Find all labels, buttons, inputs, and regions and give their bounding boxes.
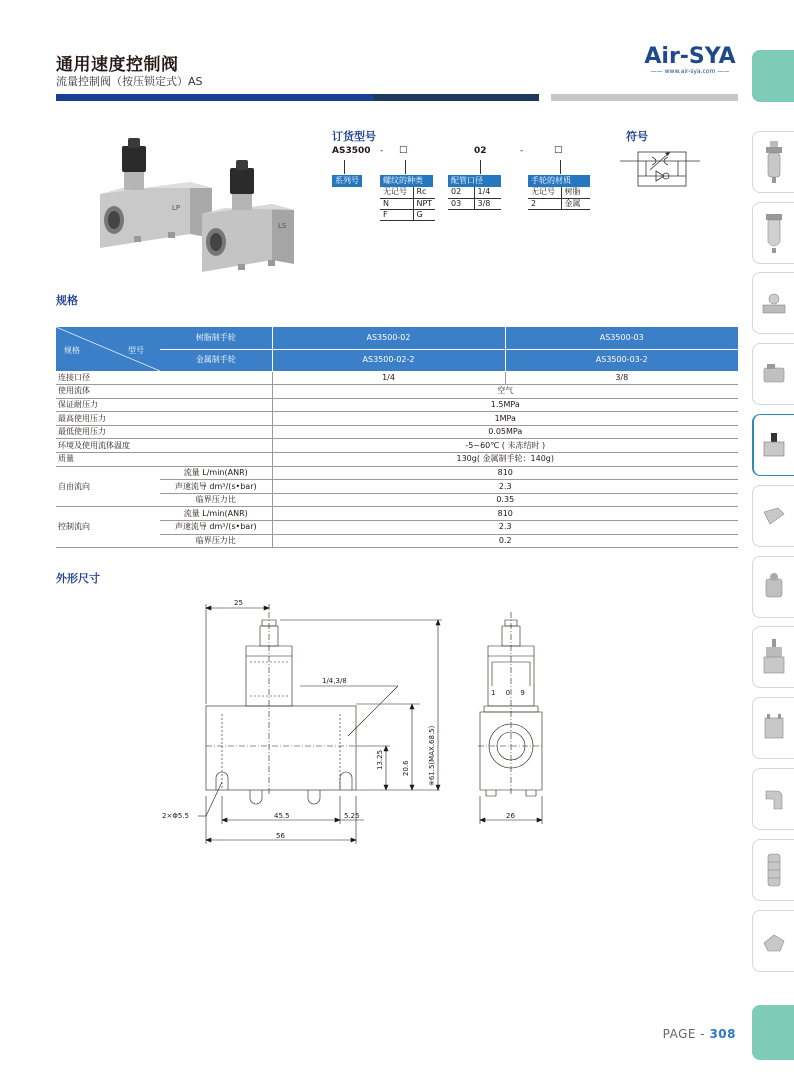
side-tab-gripper[interactable] <box>752 697 794 759</box>
header-resin-knob: 树脂制手轮 <box>160 327 272 349</box>
gauge-valve-icon <box>760 283 788 323</box>
order-connector-4 <box>560 160 561 174</box>
knob-option-row: 无记号 树脂 <box>528 187 590 198</box>
valve-right-illustration <box>202 160 294 272</box>
order-label-series: 系列号 <box>332 175 362 187</box>
header-metal-knob: 金属制手轮 <box>160 349 272 371</box>
thread-option-row: 无记号 Rc <box>380 187 435 198</box>
side-tab-valve[interactable] <box>752 343 794 405</box>
flow-control-symbol-icon <box>620 148 700 190</box>
product-photo <box>82 132 322 282</box>
spec-title: 规格 <box>56 294 78 307</box>
header-model-a-metal: AS3500-02-2 <box>272 349 505 371</box>
dim-port-size: 1/4,3/8 <box>322 677 347 685</box>
knob-option-row: 2 金属 <box>528 198 590 209</box>
pump-icon <box>760 921 788 961</box>
page-number: PAGE - 308 <box>662 1027 736 1041</box>
dim-5-25: 5.25 <box>344 812 360 820</box>
order-port-code: 02 <box>474 146 487 156</box>
dim-26: 26 <box>506 812 515 820</box>
spec-row-proof-pressure: 保证耐压力 1.5MPa <box>56 398 738 412</box>
dim-25: 25 <box>234 599 243 607</box>
solenoid-valve-icon <box>760 354 788 394</box>
valve-right-label: LS <box>278 222 287 230</box>
order-label-thread: 螺纹的种类 <box>380 175 433 187</box>
spec-row-mass: 质量 130g( 金属制手轮：140g) <box>56 453 738 467</box>
header-model-a-resin: AS3500-02 <box>272 327 505 349</box>
order-dash-1: - <box>380 146 384 156</box>
gripper-icon <box>760 708 788 748</box>
spec-row-free-critical: 临界压力比 0.35 <box>56 493 738 507</box>
spec-row-temperature: 环境及使用流体温度 -5~60℃ ( 未冻结时 ) <box>56 439 738 453</box>
spec-row-free-sonic: 声速流导 dm³/(s•bar) 2.3 <box>56 480 738 494</box>
order-title: 订货型号 <box>332 130 376 143</box>
corner-right-label: 型号 <box>128 346 144 355</box>
dim-56: 56 <box>276 832 285 840</box>
spec-row-port: 连接口径 1/4 3/8 <box>56 371 738 385</box>
valve-left-label: LP <box>172 204 181 212</box>
speed-control-icon <box>760 425 788 465</box>
order-knob-block <box>528 175 590 210</box>
order-dash-2: - <box>520 146 524 156</box>
order-label-knob: 手轮的材质 <box>528 175 590 187</box>
elbow-fitting-icon <box>760 779 788 819</box>
order-label-port: 配管口径 <box>448 175 501 187</box>
side-tab-fitting[interactable] <box>752 485 794 547</box>
side-tab-actuator[interactable] <box>752 556 794 618</box>
symbol-title: 符号 <box>626 130 648 143</box>
order-connector-2 <box>405 160 406 174</box>
spec-row-ctrl-critical: 临界压力比 0.2 <box>56 534 738 548</box>
page-title: 通用速度控制阀 <box>56 55 179 75</box>
silencer-icon <box>760 848 788 892</box>
valve-left-illustration <box>100 138 212 248</box>
side-dial-numbers: 1 0 9 <box>491 689 529 697</box>
side-tab-speed-control[interactable] <box>752 414 794 476</box>
logo-text: Air-SYA <box>644 44 736 69</box>
dim-hole: 2×Φ5.5 <box>162 812 189 820</box>
front-body-outline <box>206 706 356 790</box>
spec-row-min-pressure: 最低使用压力 0.05MPa <box>56 425 738 439</box>
port-option-row: 03 3/8 <box>448 198 501 209</box>
thread-options-table <box>380 187 435 221</box>
spec-row-ctrl-sonic: 声速流导 dm³/(s•bar) 2.3 <box>56 521 738 535</box>
page-subtitle: 流量控制阀（按压锁定式）AS <box>56 75 203 88</box>
spec-table <box>56 327 738 548</box>
side-tab-silencer[interactable] <box>752 839 794 901</box>
spec-row-free-flow-rate: 自由流向 流量 L/min(ANR) 810 <box>56 466 738 480</box>
actuator-icon <box>760 567 788 607</box>
brand-logo <box>640 44 740 75</box>
order-connector-1 <box>344 160 345 174</box>
spec-header-corner <box>56 327 160 371</box>
order-thread-block <box>380 175 435 221</box>
spec-header-row-resin <box>56 327 738 349</box>
side-tab-top[interactable] <box>752 50 794 102</box>
order-box-1: □ <box>399 145 408 155</box>
side-tab-gauge[interactable] <box>752 272 794 334</box>
logo-url: —— www.air-sya.com —— <box>650 68 730 75</box>
side-tab-elbow[interactable] <box>752 768 794 830</box>
filter-icon <box>763 210 785 256</box>
header-model-b-resin: AS3500-03 <box>505 327 738 349</box>
order-box-2: □ <box>554 145 563 155</box>
header-model-b-metal: AS3500-03-2 <box>505 349 738 371</box>
port-option-row: 02 1/4 <box>448 187 501 198</box>
dimensions-title: 外形尺寸 <box>56 572 100 585</box>
thread-option-row: F G <box>380 209 435 220</box>
side-tab-pump[interactable] <box>752 910 794 972</box>
dim-61-5: ※61.5(MAX.68.5) <box>428 725 436 786</box>
fitting-icon <box>760 496 788 536</box>
dim-13-25: 13.25 <box>376 749 384 770</box>
spec-row-max-pressure: 最高使用压力 1MPa <box>56 412 738 426</box>
filter-regulator-icon <box>763 139 785 185</box>
dimension-drawing <box>150 596 600 852</box>
knob-options-table <box>528 187 590 210</box>
side-tab-manifold[interactable] <box>752 626 794 688</box>
order-series-code: AS3500 <box>332 146 371 156</box>
dim-20-6: 20.6 <box>402 760 410 776</box>
spec-row-fluid: 使用流体 空气 <box>56 385 738 399</box>
thread-option-row: N NPT <box>380 198 435 209</box>
order-port-block <box>448 175 501 210</box>
order-connector-3 <box>480 160 481 174</box>
manifold-icon <box>760 635 788 679</box>
header-bar-blue <box>56 94 374 101</box>
port-options-table <box>448 187 501 210</box>
spec-row-ctrl-flow-rate: 控制流向 流量 L/min(ANR) 810 <box>56 507 738 521</box>
header-bar-gray <box>551 94 738 101</box>
corner-left-label: 规格 <box>64 346 80 355</box>
header-bar-navy <box>374 94 539 101</box>
side-tab-filter[interactable] <box>752 202 794 264</box>
side-tab-bottom[interactable] <box>752 1005 794 1060</box>
side-tab-filter-regulator[interactable] <box>752 131 794 193</box>
dim-45-5: 45.5 <box>274 812 290 820</box>
